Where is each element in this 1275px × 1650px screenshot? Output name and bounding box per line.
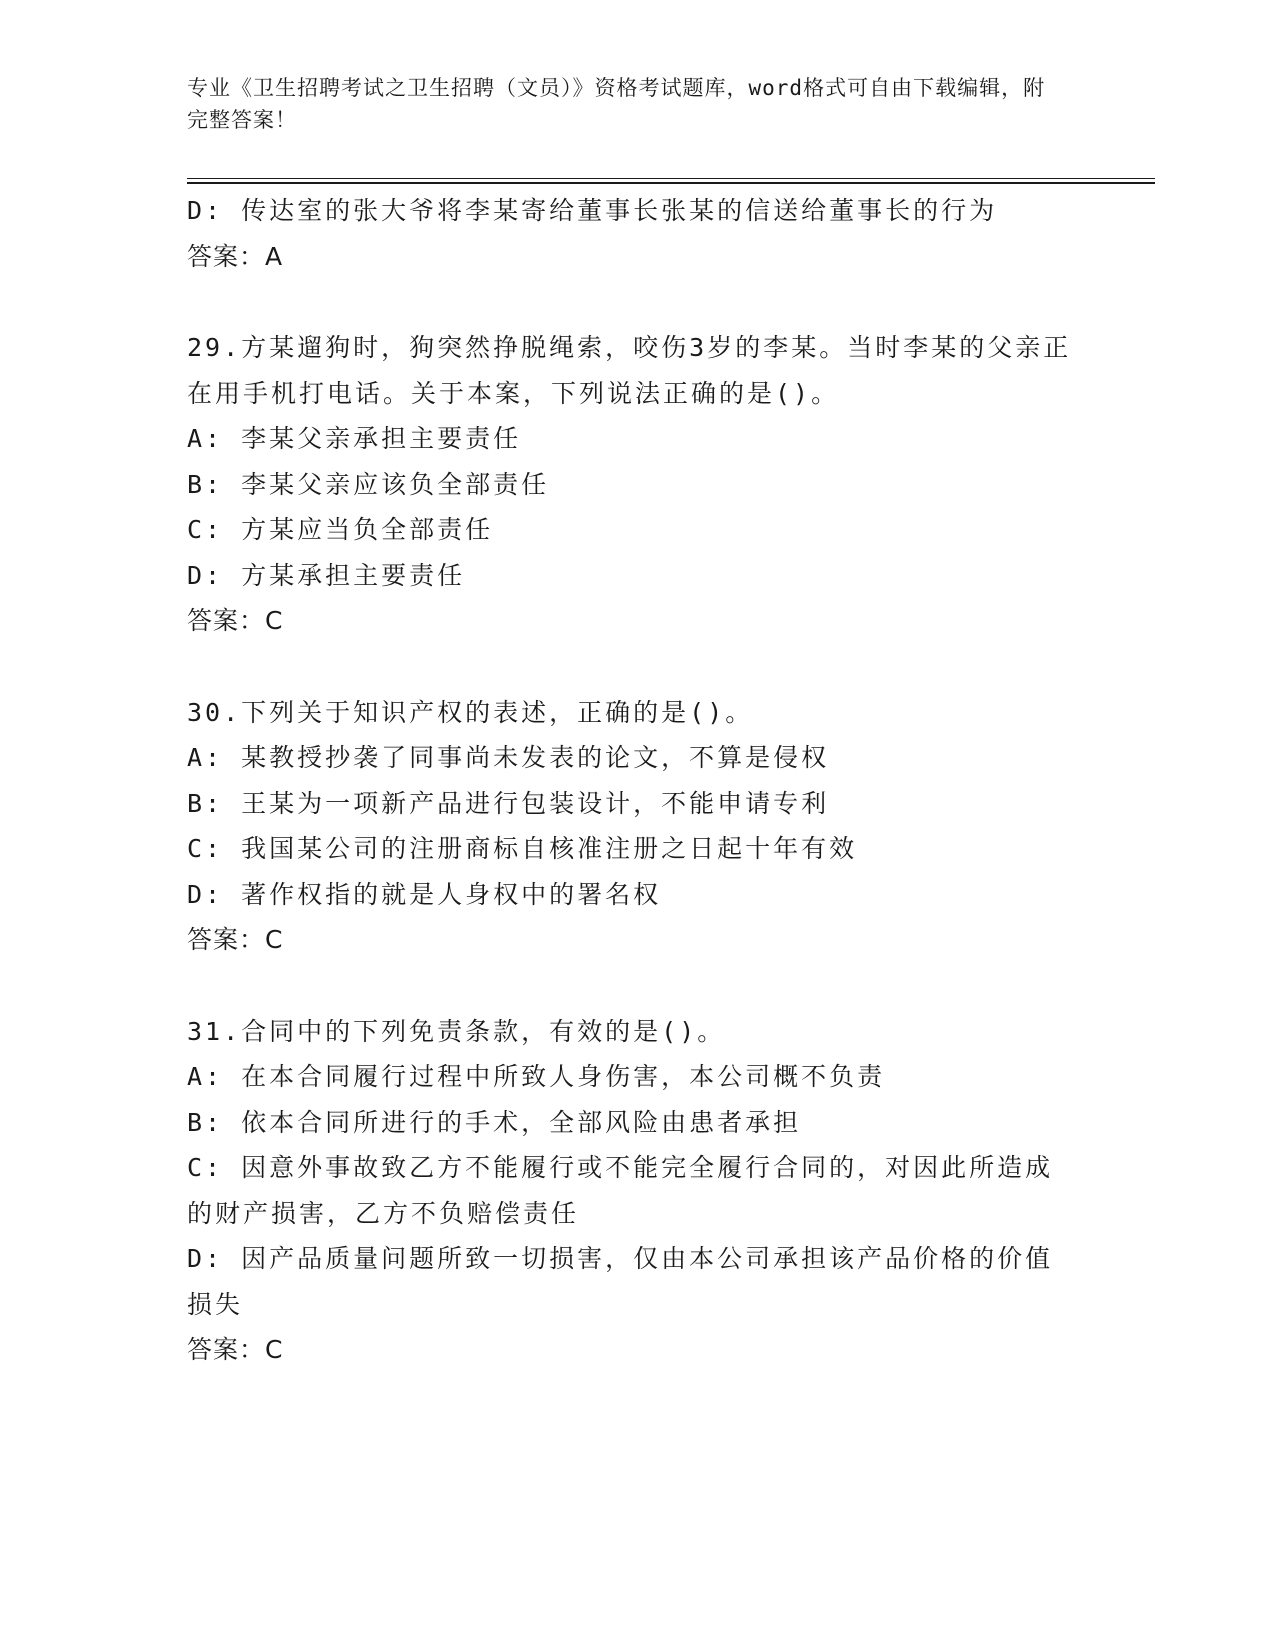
question-29-option-c: C: 方某应当负全部责任 bbox=[187, 515, 494, 544]
question-30-option-c: C: 我国某公司的注册商标自核准注册之日起十年有效 bbox=[187, 834, 858, 863]
question-29-option-a: A: 李某父亲承担主要责任 bbox=[187, 424, 522, 453]
question-30-answer: 答案：C bbox=[187, 925, 284, 954]
header-divider-thick bbox=[187, 182, 1155, 184]
document-header: 专业《卫生招聘考试之卫生招聘（文员）》资格考试题库，word格式可自由下载编辑，附完整答案！ bbox=[187, 76, 1046, 132]
question-31-option-c: C: 因意外事故致乙方不能履行或不能完全履行合同的，对因此所造成的财产损害，乙方不负赔偿责任 bbox=[187, 1153, 1054, 1228]
question-31-stem: 31.合同中的下列免责条款，有效的是()。 bbox=[187, 1016, 726, 1046]
question-30-option-a: A: 某教授抄袭了同事尚未发表的论文，不算是侵权 bbox=[187, 743, 830, 772]
question-31-option-b: B: 依本合同所进行的手术，全部风险由患者承担 bbox=[187, 1107, 802, 1137]
question-30-option-b: B: 王某为一项新产品进行包装设计，不能申请专利 bbox=[187, 788, 830, 818]
header-divider-thin bbox=[187, 178, 1155, 179]
question-29-option-d: D: 方某承担主要责任 bbox=[187, 560, 466, 590]
spacer bbox=[187, 963, 1077, 1009]
spacer bbox=[187, 279, 1077, 325]
prev-question-option-d: D: 传达室的张大爷将李某寄给董事长张某的信送给董事长的行为 bbox=[187, 196, 998, 225]
question-29-stem: 29.方某遛狗时，狗突然挣脱绳索，咬伤3岁的李某。当时李某的父亲正在用手机打电话。关于本案，下列说法正确的是()。 bbox=[187, 333, 1072, 408]
question-content bbox=[187, 188, 1077, 1373]
question-31-answer: 答案：C bbox=[187, 1335, 284, 1364]
question-30-option-d: D: 著作权指的就是人身权中的署名权 bbox=[187, 879, 662, 909]
question-31-option-d: D: 因产品质量问题所致一切损害，仅由本公司承担该产品价格的价值损失 bbox=[187, 1244, 1054, 1319]
question-30-stem: 30.下列关于知识产权的表述，正确的是()。 bbox=[187, 697, 754, 727]
question-31-option-a: A: 在本合同履行过程中所致人身伤害，本公司概不负责 bbox=[187, 1062, 886, 1091]
question-29-answer: 答案：C bbox=[187, 606, 284, 635]
prev-question-answer: 答案：A bbox=[187, 241, 284, 271]
question-29-option-b: B: 李某父亲应该负全部责任 bbox=[187, 469, 550, 499]
spacer bbox=[187, 644, 1077, 690]
